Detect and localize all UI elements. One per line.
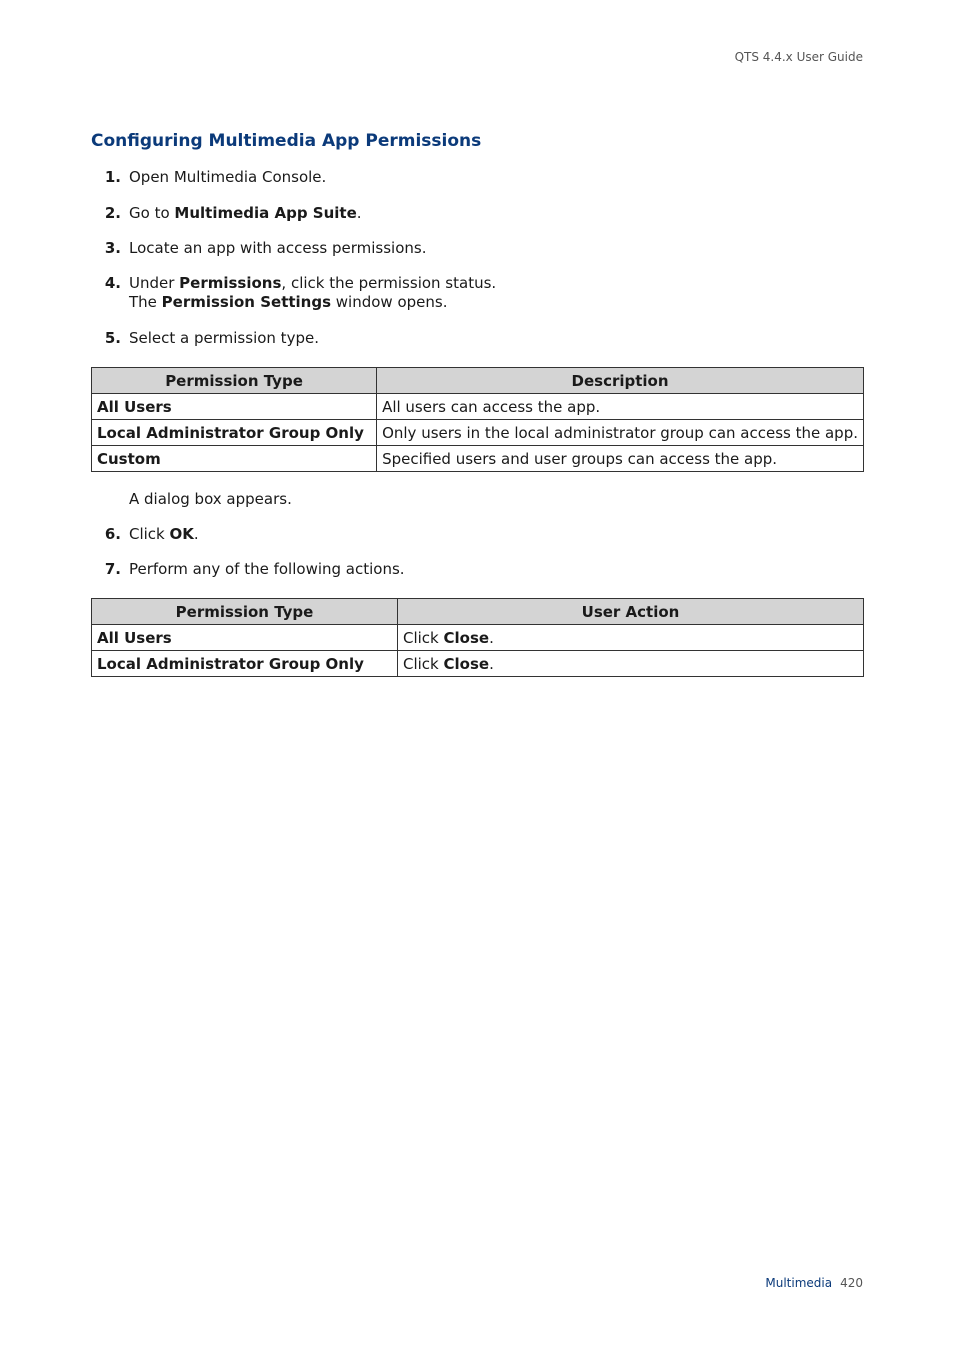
- step-number: 4.: [104, 274, 121, 292]
- running-header: QTS 4.4.x User Guide: [734, 50, 863, 64]
- step-text-plain: Open Multimedia Console.: [129, 168, 327, 186]
- user-action-table: [91, 598, 864, 677]
- ui-term: Permissions: [179, 274, 282, 292]
- table-header-row: [92, 599, 864, 625]
- step-text-plain: Select a permission type.: [129, 329, 319, 347]
- step-text: [129, 168, 326, 187]
- column-header: Description: [377, 368, 864, 394]
- ui-term: Close: [443, 628, 490, 647]
- table-row: [92, 394, 864, 420]
- step-text: [129, 329, 319, 348]
- user-action-cell: [398, 651, 864, 677]
- table-row: [92, 651, 864, 677]
- step-text-plain: Go to: [129, 204, 175, 222]
- step-text: [129, 560, 405, 579]
- column-header: Permission Type: [92, 368, 377, 394]
- step-text-plain: Under: [129, 274, 180, 292]
- table-row: [92, 446, 864, 472]
- table-row: [92, 625, 864, 651]
- step-text-plain: The: [129, 293, 162, 311]
- ui-term: Multimedia App Suite: [174, 204, 357, 222]
- cell-text-plain: .: [489, 654, 494, 673]
- step-3: [91, 239, 426, 258]
- footer-section: Multimedia: [765, 1276, 833, 1290]
- step-text: [129, 525, 199, 544]
- step-number: 6.: [104, 525, 121, 543]
- step-text: [129, 239, 426, 258]
- step-1: [91, 168, 326, 187]
- cell-text-plain: Click: [403, 628, 444, 647]
- permission-type-table: [91, 367, 864, 472]
- step-number: 2.: [104, 204, 121, 222]
- step-number: 3.: [104, 239, 121, 257]
- step-text-plain: Locate an app with access permissions.: [129, 239, 427, 257]
- step-text-plain: , click the permission status.: [281, 274, 497, 292]
- step-text-plain: window opens.: [331, 293, 448, 311]
- step-number: 5.: [104, 329, 121, 347]
- description-cell: Only users in the local administrator group can access the app.: [377, 420, 864, 446]
- description-cell: Specified users and user groups can access the app.: [377, 446, 864, 472]
- step-5: [91, 329, 319, 348]
- step-text: [129, 204, 362, 223]
- step-number: 7.: [104, 560, 121, 578]
- user-action-cell: [398, 625, 864, 651]
- step-text-plain: .: [193, 525, 199, 543]
- step-6: [91, 525, 199, 544]
- cell-text-plain: Click: [403, 654, 444, 673]
- step-4: [91, 274, 496, 312]
- page-number: 420: [840, 1276, 863, 1290]
- section-title: Configuring Multimedia App Permissions: [91, 131, 482, 151]
- step-text-plain: Perform any of the following actions.: [129, 560, 405, 578]
- table-header-row: [92, 368, 864, 394]
- permission-type-cell: Local Administrator Group Only: [92, 420, 377, 446]
- step-note: A dialog box appears.: [129, 490, 292, 508]
- column-header: Permission Type: [92, 599, 398, 625]
- step-number: 1.: [104, 168, 121, 186]
- table-row: [92, 420, 864, 446]
- step-text-plain: .: [356, 204, 362, 222]
- ui-term: Permission Settings: [161, 293, 332, 311]
- permission-type-cell: Custom: [92, 446, 377, 472]
- permission-type-cell: All Users: [92, 394, 377, 420]
- description-cell: All users can access the app.: [377, 394, 864, 420]
- ui-term: OK: [169, 525, 194, 543]
- page-footer: [765, 1276, 863, 1290]
- step-text-plain: Click: [129, 525, 170, 543]
- step-text: [129, 274, 496, 312]
- column-header: User Action: [398, 599, 864, 625]
- permission-type-cell: Local Administrator Group Only: [92, 651, 398, 677]
- cell-text-plain: .: [489, 628, 494, 647]
- step-7: [91, 560, 405, 579]
- permission-type-cell: All Users: [92, 625, 398, 651]
- step-2: [91, 204, 362, 223]
- ui-term: Close: [443, 654, 490, 673]
